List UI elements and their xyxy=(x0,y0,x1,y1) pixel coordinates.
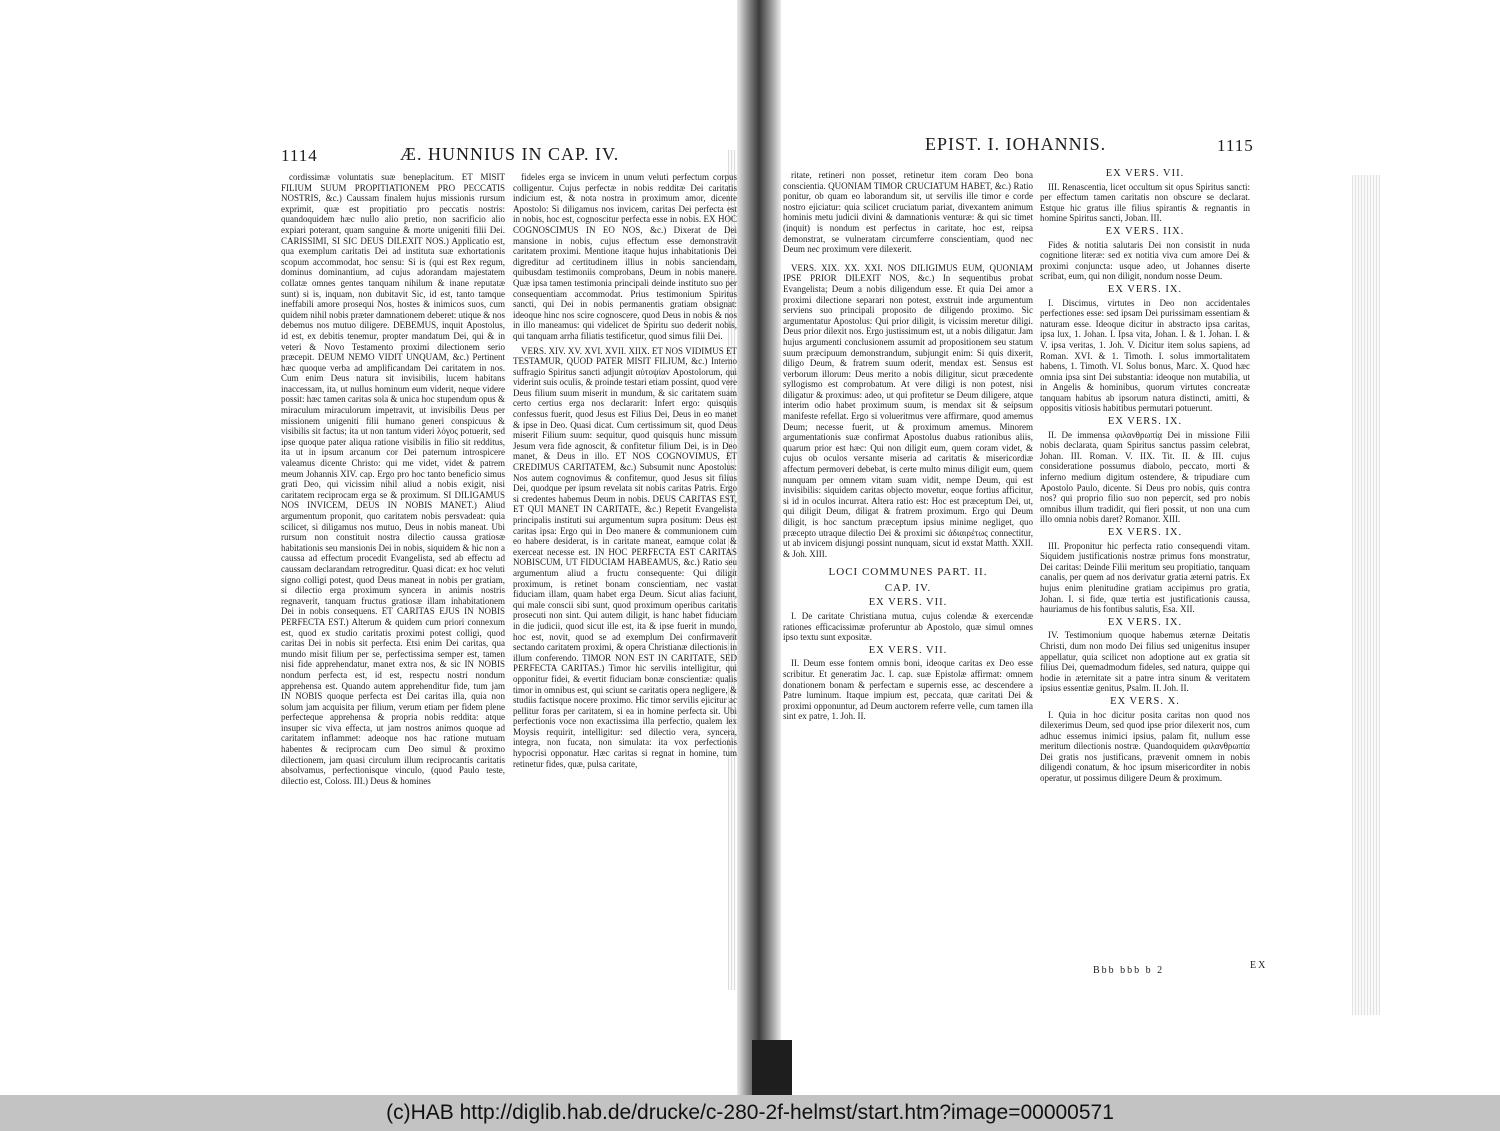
paragraph: II. De immensa φιλανθρωπίᾳ Dei in missione Filii nobis declarata, quam Spiritus sanctus passim celebrat, Johan. III. Roman. V. IIX. Tit. II. & III. cujus consideratione possumus diabolo, peccato, morti & inferno medium digitum ostendere, & tripudiare cum Apostolo Paulo, dicente. Si Deus pro nobis, quis contra nos? qui proprio filio suo non pepercit, sed pro nobis omnibus illum tradidit, qui fieri possit, ut non una cum illo omnia nobis daret? Romanor. XIII. xyxy=(1040,429,1250,525)
left-page-column-1 xyxy=(281,172,505,1002)
left-running-head: Æ. HUNNIUS IN CAP. IV. xyxy=(400,144,620,164)
right-page-edge xyxy=(1352,175,1380,1015)
footer-text: (c)HAB http://diglib.hab.de/drucke/c-280-2f-helmst/start.htm?image=00000571 xyxy=(386,1101,1114,1124)
paragraph: VERS. XIV. XV. XVI. XVII. XIIX. ET NOS VIDIMUS ET TESTAMUR, QUOD PATER MISIT FILIUM, &c.) Interno suffragio Spiritus sancti adjungit αὐτοψίαν Apostolorum, qui viderint suis oculis, & proinde testari etiam possint, quod vere Deus filium suum miserit in mundum, & sic caritatem suam certo certius erga nos declararit: Infert ergo: quisquis confessus fuerit, quod Jesus est Filius Dei, Deus in eo manet & ipse in Deo. Quasi dicat. Cum certissimum sit, quod Deus miserit Filium suum: sequitur, quod quisquis hunc missum Jesum vera fide agnoscit, & confitetur filium Dei, is in Deo manet, & Deus in illo. ET NOS COGNOVIMUS, ET CREDIMUS CARITATEM, &c.) Subsumit nunc Apostolus: Nos autem cognovimus & confitemur, quod Jesus sit filius Dei, quodque per ipsum revelata sit nobis caritas Patris. Ergo si credentes habemus Deum in nobis. DEUS CARITAS EST, ET QUI MANET IN CARITATE, &c.) Repetit Evangelista principalis instituti sui argumentum supra positum: Deus est caritas ipsa: Ergo qui in Deo manere & communionem cum eo habere desiderat, is in caritate maneat, eamque colat & exerceat necesse est. IN HOC PERFECTA EST CARITAS NOBISCUM, UT FIDUCIAM HABEAMUS, &c.) Ratio seu argumentum aliud a fructu consequente: Qui diligit proximum, is retinet bonam conscientiam, nec vastat fiduciam illam, quam habet erga Deum. Sicut alias faciunt, qui male conscii sibi sunt, quod proximum operibus caritatis prosecuti non sint. Qui autem diligit, is hanc habet fiduciam in die judicii, quod sicut ille est, ita & ipse fuerit in mundo, hoc est, novit, quod se ad exemplum Dei confirmaverit sectando caritatem proximi, & opera Christianæ dilectionis in illum conferendo. TIMOR NON EST IN CARITATE, SED PERFECTA CARITAS.) Timor hic servilis intelligitur, qui opponitur fidei, & evertit fiduciam bonæ conscientiæ: qualis timor in omnibus est, qui sciunt se caritatis opera negligere, & studiis factisque nocere proximo. Hic timor servilis ejicitur ac pellitur foras per caritatem, si ea in homine perfecta sit. Ubi perfectionis voce non exactissima illa perfectio, qualem lex Moysis requirit, intelligitur: sed dilectio vera, syncera, integra, non fucata, non simulata: ita vox perfectionis hypocrisi opponatur. Hæc caritas si regnat in homine, tum retinetur fides, quæ, pulsa caritate, xyxy=(513,345,737,769)
section-heading: EX VERS. VII. xyxy=(1105,168,1185,179)
section-heading: EX VERS. VII. xyxy=(868,597,948,609)
right-page-column-2 xyxy=(1040,166,1250,976)
paragraph: I. De caritate Christiana mutua, cujus colendæ & exercendæ rationes efficacissimæ proferuntur ab Apostolo, quæ simul omnes ipso textu sunt expositæ. xyxy=(783,610,1033,643)
paragraph: I. Discimus, virtutes in Deo non accidentales perfectiones esse: sed ipsam Dei purissimam essentiam & naturam esse. Ideoque dicitur in abstracto ipsa caritas, ipsa lux, 1. Johan. I. Ipsa vita, Johan. I. & 1. Johan. I. & V. ipsa veritas, 1. Joh. V. Dicitur item solus sapiens, ad Roman. XVI. & 1. Timoth. I. solus immortalitatem habens, 1. Timoth. VI. Solus bonus, Marc. X. Quod hæc omnia ipsa sint Dei substantia: ideoque non mutabilia, ut in Angelis & hominibus, quorum virtutes concreatæ tanquam habitus ab ipsorum natura distincti, amitti, & oppositis vitiosis habitibus permutari potuerunt. xyxy=(1040,297,1250,414)
left-page-column-2 xyxy=(513,172,737,1002)
section-heading: EX VERS. IX. xyxy=(1107,416,1183,428)
right-running-head: EPIST. I. IOHANNIS. xyxy=(925,134,1107,154)
right-page-number: 1115 xyxy=(1217,136,1254,155)
right-page-column-1 xyxy=(783,170,1033,980)
section-heading: EX VERS. X. xyxy=(1110,695,1180,707)
loci-title: LOCI COMMUNES PART. II. xyxy=(828,566,988,579)
section-heading: EX VERS. IX. xyxy=(1107,616,1183,628)
section-heading: EX VERS. IIX. xyxy=(1105,225,1185,237)
paragraph: I. Quia in hoc dicitur posita caritas non quod nos dilexerimus Deum, sed quod ipse prior dilexerit nos, cum adhuc essemus inimici ipsius, palam fit, nullum esse meritum dilectionis nostræ. Quandoquidem φιλανθρωπία Dei gratis nos justificans, prævenit omnem in nobis diligendi conatum, & hoc ipsum misericorditer in nobis operatur, ut possimus diligere Deum & proximum. xyxy=(1040,709,1250,784)
paragraph: cordissimæ voluntatis suæ beneplacitum. ET MISIT FILIUM SUUM PROPITIATIONEM PRO PECCATIS NOSTRIS, &c.) Caussam finalem hujus missionis rursum exprimit, quæ est propitiatio pro peccatis nostris: quandoquidem hæc nullo alio pretio, non sacrificio alio expiari poterant, quam sanguine & morte unigeniti filii Dei. CARISSIMI, SI SIC DEUS DILEXIT NOS.) Applicatio est, qua exemplum caritatis Dei ad instituta suæ exhortationis scopum accommodat, hoc sensu: Si is (qui est Rex regum, dominus dominantium, ad cujus adorandam majestatem collatæ omnes gentes tanquam nihilum & inane reputatæ sunt) si is, inquam, non dubitavit Sic, id est, tanto tamque ineffabili amore prosequi Nos, hostes & inimicos suos, cum quidem nihil nobis præter damnationem deberet: utique & nos debemus nos mutuo diligere. DEBEMUS, inquit Apostolus, id est, ex debitis tenemur, propter mandatum Dei, qui & in veteri & Novo Testamento proximi dilectionem serio præcepit. DEUM NEMO VIDIT UNQUAM, &c.) Pertinent hæc quoque verba ad amplificandam Dei caritatem in nos. Cum enim Deus natura sit invisibilis, lucem habitans inaccessam, ita, ut nullus hominum eum viderit, neque videre possit: hæc tamen caritas sola & unica hoc stupendum opus & miraculum miraculorum impetravit, ut invisibilis Deus per missionem unigeniti filii humano generi conspicuus & visibilis sit factus; ita ut non tantum videri λόγος potuerit, sed ipse quoque pater aliqua ratione visibilis in filio sit redditus, ita ut in ipsum arcanum cor Dei paternum introspicere valeamus dicente Christo: qui me videt, videt & patrem meum Johannis XIV. cap. Ergo pro hoc tanto beneficio simus grati Deo, qui vicissim nihil aliud a nobis exigit, nisi caritatem reciprocam erga se & proximum. SI DILIGAMUS NOS INVICEM, DEUS IN NOBIS MANET.) Aliud argumentum proponit, quo caritatem nobis persvadeat: quia scilicet, si diligamus nos mutuo, Deus in nobis maneat. Ubi rursum non constituit nostra dilectio caussa gratiosæ habitationis seu mansionis Dei in nobis, siquidem & hic non a caussa ad effectum procedit Evangelista, sed ab effectu ad caussam declarandam retrogreditur. Quasi dicat: ex hoc veluti signo colligi potest, quod Deus maneat in nobis per gratiam, si dilectio erga proximum syncera in animis nostris regnaverit, tanquam fructus gratiosæ illam inhabitationem Dei in nobis consequens. ET CARITAS EJUS IN NOBIS PERFECTA EST.) Alterum & quidem cum priori connexum est, quod ex studio caritatis proximi potest colligi, quod caritas Dei in nobis sit perfecta. Etsi enim Dei caritas, qua mundo misit filium per se, perfectissima semper est, tamen nisi fide apprehendatur, manet extra nos, & sic IN NOBIS nondum perfecta est, id est, respectu nostri nondum apprehensa est. Quando autem apprehenditur fide, tum jam IN NOBIS quoque perfecta est Dei caritas illa, quia non solum jam acquisita per filium, verum etiam per fidem plene perfecteque apprehensa & propria nobis reddita: atque insuper sic viva effecta, ut jam nostros animos quoque ad caritatem inflammet: adeoque nos hac ratione mutuam habentes & reciprocam cum Deo simul & proximo dilectionem, jam quasi circulum illum reciprocantis caritatis absolvamus, perfectionisque vinculo, (quod Paulo teste, dilectio est, Coloss. III.) Deus & homines xyxy=(281,172,505,786)
paragraph: Fides & notitia salutaris Dei non consistit in nuda cognitione literæ: sed ex notitia viva cum amore Dei & proximi conjuncta: usque adeo, ut Johannes diserte scribat, eum, qui non diligit, nondum nosse Deum. xyxy=(1040,239,1250,282)
paragraph: III. Proponitur hic perfecta ratio consequendi vitam. Siquidem justificationis nostræ primus fons monstratur, Dei caritas: Deinde Filii meritum seu propitiatio, tanquam canalis, per quem ad nos derivatur gratia æterni patris. Ex hujus enim plenitudine gratiam accipimus pro gratia, Johan. I. si fide, quæ tertia est justificationis caussa, hauriamus de his fontibus salutis, Esa. XII. xyxy=(1040,540,1250,615)
gutter-shadow xyxy=(752,1040,792,1095)
section-heading: EX VERS. IX. xyxy=(1107,283,1183,295)
paragraph: IV. Testimonium quoque habemus æternæ Deitatis Christi, dum non modo Dei filius sed unigenitus insuper appellatur, quia scilicet non adoptione aut ex gratia sit filius Dei, quemadmodum fideles, sed natura, quippe qui hodie in æternitate sit a patre intra sinum & veritatem ipsius essentiæ genitus, Psalm. II. Joh. II. xyxy=(1040,630,1250,694)
signature-mark: Bbb bbb b 2 xyxy=(1093,965,1165,976)
catchword: EX xyxy=(1250,960,1268,971)
paragraph: II. Deum esse fontem omnis boni, ideoque caritas ex Deo esse scribitur. Et generatim Jac. I. cap. suæ Epistolæ affirmat: omnem donationem bonam & perfectam e supernis esse, ac descendere a Patre luminum. Itaque impium est, peccata, quæ caritati Dei & proximi opponuntur, ad Deum auctorem referre velle, cum tamen illa sint ex patre, 1. Joh. II. xyxy=(783,658,1033,722)
paragraph: III. Renascentia, licet occultum sit opus Spiritus sancti: per effectum tamen caritatis non obscure se declarat. Estque hic gratus ille filius spirantis & regnantis in homine Spiritus sancti, Joban. III. xyxy=(1040,181,1250,224)
section-heading: EX VERS. VII. xyxy=(868,644,948,656)
paragraph: VERS. XIX. XX. XXI. NOS DILIGIMUS EUM, QUONIAM IPSE PRIOR DILEXIT NOS, &c.) In sequentibus probat Evangelista; Deum a nobis diligendum esse. Et quia Dei amor a proximi dilectione separari non potest, exstruit inde argumentum serviens suo principali proposito de diligendo proximo. Sic argumentatur Apostolus: Qui prior diligit, is vicissim meretur diligi. Deus prior dilexit nos. Ergo justissimum est, ut a nobis diligatur. Jam hujus argumenti conclusionem assumit ad propositionem seu statum suum præcipuum demonstrandum, subjungit enim: Si quis dixerit, diligo Deum, & fratrem suum oderit, mendax est. Sensus est verborum illorum: Deus merito a nobis diligitur, sicut præcedente syllogismo est comprobatum. At vere diligi is non potest, nisi diligatur & proximus: adeo, ut qui profitetur se Deum diligere, atque interim odio habet proximum suum, is mendax sit & seipsum manifeste refellat. Ergo si volueritmus vere affirmare, quod amemus Deum; necesse fuerit, ut & proximum amemus. Minorem argumentationis suæ confirmat Apostolus duabus rationibus aliis, quarum prior est hæc: Qui non diligit eum, quem coram videt, & cujus ob oculos versante miseria ad caritatis & misericordiæ affectum permoveri debebat, is certe multo minus diligit eum, quem nunquam per omnem vitam suam vidit, nempe Deum, qui est invisibilis: siquidem caritas objecto movetur, eoque fortius afficitur, si id in oculos incurrat. Altera ratio est: Hoc est præceptum Dei, ut, qui diligit Deum, diligat & fratrem proximum. Ergo qui Deum diligit, is hoc sanctum præceptum ipsius minime negliget, quo præcepto utraque dilectio Dei & proximi sic ἀδιαιρέτως connectitur, ut ab invicem disjungi possint nunquam, sicut id exstat Matth. XXII. & Joh. XIII. xyxy=(783,262,1033,559)
copyright-footer xyxy=(0,1095,1500,1131)
book-gutter xyxy=(737,0,781,1095)
loci-chapter: CAP. IV. xyxy=(884,582,932,595)
paragraph: fideles erga se invicem in unum veluti perfectum corpus colligentur. Cujus perfectæ in nobis redditæ Dei caritatis indicium est, & nota nostra in proximum amor, dicente Apostolo: Si diligamus nos invicem, caritas Dei perfecta est in nobis, hoc est, cognoscitur perfecta esse in nobis. EX HOC COGNOSCIMUS IN EO NOS, &c.) Dixerat de Dei mansione in nobis, cujus effectum esse demonstravit caritatem proximi. Mentione itaque hujus inhabitationis Dei digreditur ad certitudinem illius in nobis sanciendam, quibusdam testimoniis comprobans, Deum in nobis manere. Quæ ipsa tamen testimonia principali deinde instituto suo per consequentiam accommodat. Prius testimonium Spiritus sancti, qui Dei in nobis permanentis gratiam obsignat: ideoque hinc nos scire cognoscere, quod Deus in nobis & nos in illo maneamus: qui videlicet de Spiritu suo dederit nobis, qui tanquam arrha filiatis testificetur, quod simus filii Dei. xyxy=(513,172,737,341)
left-page-number: 1114 xyxy=(281,146,318,165)
section-heading: EX VERS. IX. xyxy=(1107,527,1183,538)
paragraph: ritate, retineri non posset, retinetur item coram Deo bona conscientia. QUONIAM TIMOR CRUCIATUM HABET, &c.) Ratio ponitur, ob quam eo laborandum sit, ut servilis ille timor e corde nostro ejiciatur: quia scilicet cruciatum pariat, divexantem animum hominis metu judicii divini & damnationis venturæ: & qui sic timet (inquit) is nondum est perfectus in caritate, hoc est, reipsa demonstrat, se vulneratam circumferre conscientiam, quod nec Deum nec proximum vere dilexerit. xyxy=(783,170,1033,255)
